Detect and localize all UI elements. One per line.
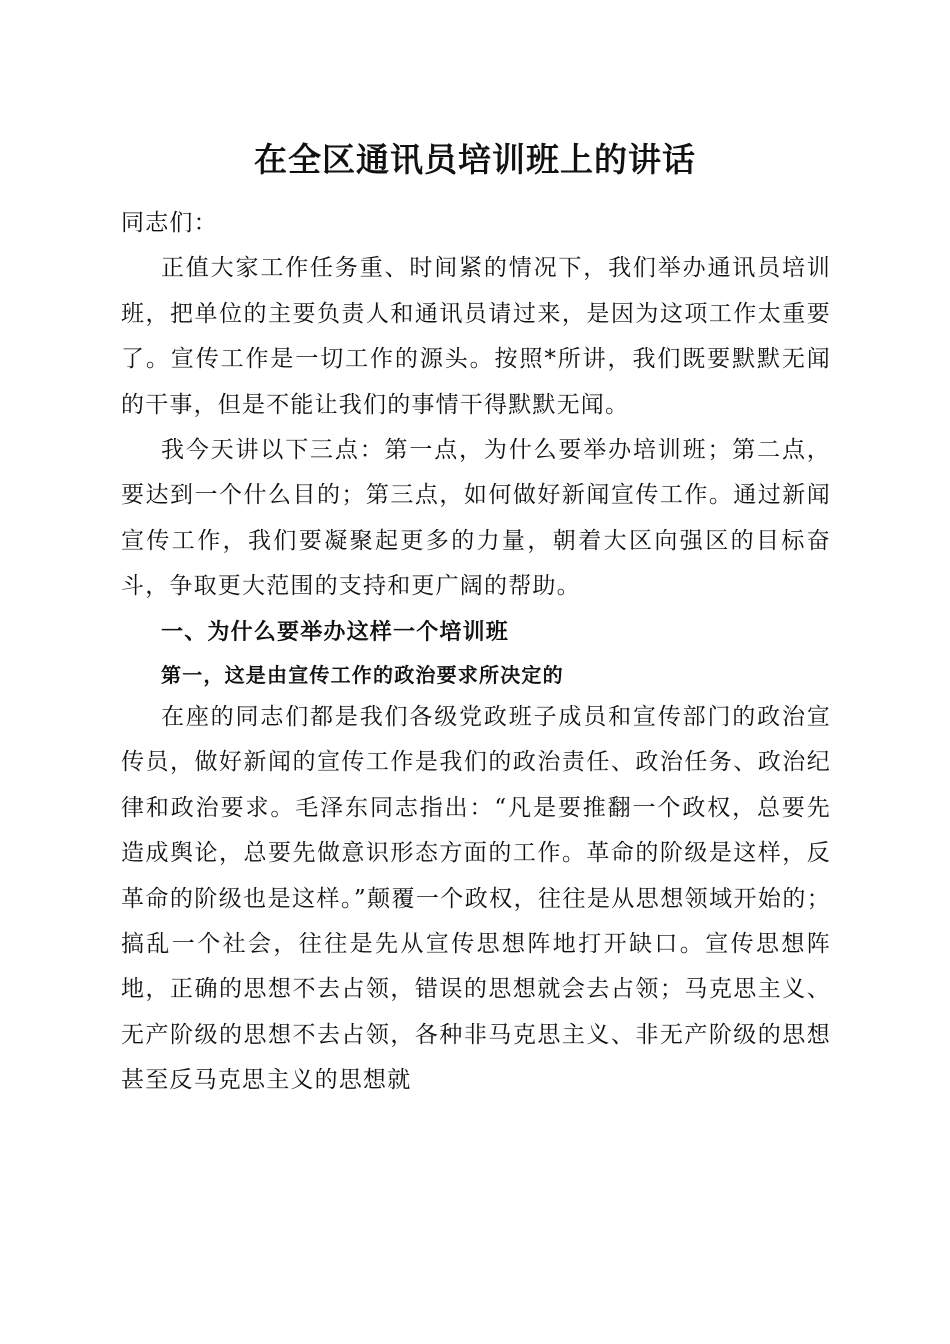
section-heading-1: 一、为什么要举办这样一个培训班 xyxy=(161,619,510,645)
salutation: 同志们： xyxy=(121,210,218,236)
subsection-heading-1: 第一，这是由宣传工作的政治要求所决定的 xyxy=(161,663,564,688)
paragraph-outline: 我今天讲以下三点：第一点，为什么要举办培训班；第二点，要达到一个什么目的；第三点，如何做好新闻宣传工作。通过新闻宣传工作，我们要凝聚起更多的力量，朝着大区向强区的目标奋斗，争取更大范围的支持和更广阔的帮助。 xyxy=(121,437,831,600)
document-title: 在全区通讯员培训班上的讲话 xyxy=(254,140,696,179)
paragraph-intro: 正值大家工作任务重、时间紧的情况下，我们举办通讯员培训班，把单位的主要负责人和通讯员请过来，是因为这项工作太重要了。宣传工作是一切工作的源头。按照*所讲，我们既要默默无闻的干事，但是不能让我们的事情干得默默无闻。 xyxy=(121,255,831,418)
paragraph-political-requirement: 在座的同志们都是我们各级党政班子成员和宣传部门的政治宣传员，做好新闻的宣传工作是我们的政治责任、政治任务、政治纪律和政治要求。毛泽东同志指出：“凡是要推翻一个政权，总要先造成舆论，总要先做意识形态方面的工作。革命的阶级是这样，反革命的阶级也是这样。”颠覆一个政权，往往是从思想领域开始的；搞乱一个社会，往往是先从宣传思想阵地打开缺口。宣传思想阵地，正确的思想不去占领，错误的思想就会去占领；马克思主义、无产阶级的思想不去占领，各种非马克思主义、非无产阶级的思想甚至反马克思主义的思想就 xyxy=(121,704,831,1094)
document-body xyxy=(121,200,831,1104)
